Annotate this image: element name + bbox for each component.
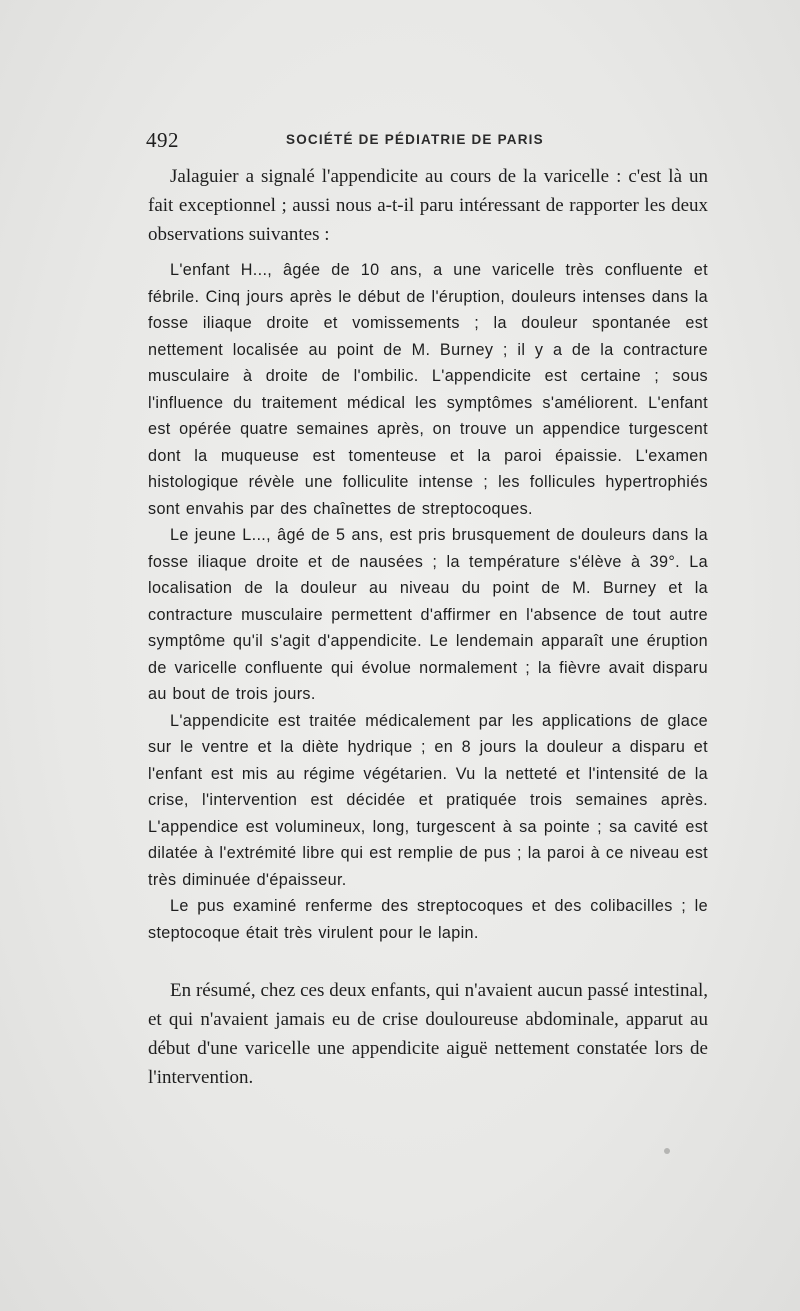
page-number: 492 — [146, 128, 179, 152]
intro-paragraph: Jalaguier a signalé l'appendicite au cours de la varicelle : c'est là un fait exceptionnel ; aussi nous a-t-il paru intéressant de rapporter les deux observations suivantes : — [148, 166, 708, 245]
case-2-treatment-paragraph: L'appendicite est traitée médicalement par les applications de glace sur le ventre et la diète hydrique ; en 8 jours la douleur a disparu et l'enfant est mis au régime végétarien. Vu la netteté et l'intensité de la crise, l'intervention est décidée et pratiquée trois semaines après. L'appendice est volumineux, long, turgescent à sa pointe ; sa cavité est dilatée à l'extrémité libre qui est remplie de pus ; la paroi à ce niveau est très diminuée d'épaisseur. — [148, 711, 708, 889]
summary-paragraph: En résumé, chez ces deux enfants, qui n'avaient aucun passé intestinal, et qui n'avaient jamais eu de crise douloureuse abdominale, apparut au début d'une varicelle une appendicite aiguë nettement constatée lors de l'intervention. — [148, 980, 708, 1088]
running-head — [146, 128, 708, 152]
case-2-pus-paragraph: Le pus examiné renferme des streptocoques et des colibacilles ; le steptocoque était très virulent pour le lapin. — [148, 897, 708, 942]
body-text — [148, 162, 708, 1092]
paper-speck — [664, 1148, 670, 1154]
case-1-paragraph: L'enfant H..., âgée de 10 ans, a une varicelle très confluente et fébrile. Cinq jours après le début de l'éruption, douleurs intenses dans la fosse iliaque droite et vomissements ; la douleur spontanée est nettement localisée au point de M. Burney ; il y a de la contracture musculaire à droite de l'ombilic. L'appendicite est certaine ; sous l'influence du traitement médical les symptômes s'améliorent. L'enfant est opérée quatre semaines après, on trouve un appendice turgescent dont la muqueuse est tomenteuse et la paroi épaissie. L'examen histologique révèle une folliculite intense ; les follicules hypertrophiés sont envahis par des chaînettes de streptocoques. — [148, 261, 708, 518]
case-2-paragraph: Le jeune L..., âgé de 5 ans, est pris brusquement de douleurs dans la fosse iliaque droite et de nausées ; la température s'élève à 39°. La localisation de la douleur au niveau du point de M. Burney et la contracture musculaire permettent d'affirmer en l'absence de tout autre symptôme qu'il s'agit d'appendicite. Le lendemain apparaît une éruption de varicelle confluente qui évolue normalement ; la fièvre avait disparu au bout de trois jours. — [148, 526, 708, 703]
journal-title: SOCIÉTÉ DE PÉDIATRIE DE PARIS — [286, 132, 544, 147]
